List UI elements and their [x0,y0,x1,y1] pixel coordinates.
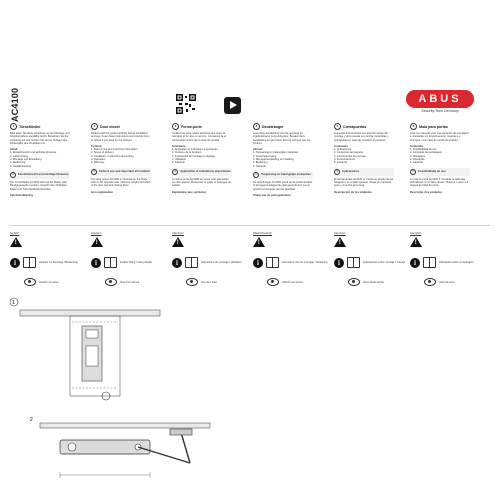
warning-triangle-icon [334,237,346,247]
manual-book-icon [423,257,436,268]
qr-code-icon[interactable] [176,94,196,114]
toc-item[interactable]: 3. Montagem [410,154,426,158]
column-title: Door closer [100,124,120,129]
info-icon: i [410,258,420,268]
play-video-icon[interactable] [224,97,241,114]
toc-item[interactable]: 3. Installation / instruction and setting [91,154,134,158]
language-column [410,123,470,194]
column-header [334,123,394,130]
column-title: Cierrapuertas [343,124,367,129]
toc-item[interactable]: 2. Lieferumfang [10,154,29,158]
view-note: Vista de cima [439,280,455,284]
section-number: 5 [334,123,341,130]
info-icon: i [253,258,263,268]
info-legend [410,257,474,268]
manual-book-icon [347,257,360,268]
warning-block [172,231,230,247]
symbol-subheading: Descripción de los símbolos [334,189,372,194]
warning-block [253,231,311,247]
info-legend [91,257,152,268]
section-number: 1 [10,172,16,178]
column-header [410,123,470,130]
info-note: Indicações sobre a montagem [439,261,474,264]
logo-text: ABUS [406,90,474,108]
toc-item[interactable]: 5. Warranty [91,161,105,165]
warning-label: Gefahr! [10,231,20,235]
divider [10,225,490,226]
language-column [10,123,70,197]
view-legend [348,278,384,286]
section-number: 1 [253,172,259,178]
info-legend [334,257,405,268]
manual-book-icon [104,257,117,268]
toc-item[interactable]: 4. Bedienung [10,161,26,165]
toc-title: Contenido [334,143,348,148]
warning-block [410,231,468,247]
intro-text: Lees deze handleiding vóór de montage en ingebruikname zorgvuldig door. Bewaar deze handleiding en geef deze door bij verkoop van het product. [253,132,311,145]
view-legend [424,278,455,286]
warning-triangle-icon [172,237,184,247]
toc-item[interactable]: 4. Operação [410,158,425,162]
column-header [253,123,313,130]
section-number: 1 [334,169,340,175]
toc-item[interactable]: 4. Bediening [253,161,268,165]
view-note: Uitzicht van boven [282,280,304,284]
warning-triangle-icon [10,237,22,247]
symbol-subheading: Icon explanation [91,189,114,194]
section-title: Field of use and important information [99,169,151,174]
warning-label: Attention! [172,231,184,235]
info-icon: i [10,258,20,268]
section-number: 4 [253,123,260,130]
toc-item[interactable]: 5. Garantía [334,161,347,165]
manual-book-icon [23,257,36,268]
info-icon: i [91,258,101,268]
eye-icon [267,278,279,286]
model-number: AC4100 [10,87,20,122]
intro-text: Bitte lesen Sie diese Anleitung vor der Montage und Inbetriebnahme sorgfältig durch. Bewahren Sie die Anleitung auf und reichen Sie sie bei Verkauf oder Weitergabe des Produktes mit. [10,132,70,145]
info-legend [253,257,327,268]
toc-item[interactable]: 4. Operation [91,158,106,162]
column-title: Türschließer [19,124,41,129]
intro-text: Lea estas instrucciones con atención antes del montaje y de la puesta en marcha. Guárdelas y entréguelas en caso de transferir el producto. [334,132,389,142]
info-note: Instructies voor de montage / bediening [282,261,328,264]
toc-title: Sommaire [172,143,186,148]
language-column [253,123,313,197]
info-icon: i [172,258,182,268]
column-header [10,123,70,130]
toc-title: Content [91,143,102,148]
toc-item[interactable]: 5. Garantie [253,164,266,168]
toc-item[interactable]: 1. Einsatzbereich und wichtige Hinweise [10,151,57,155]
toc-item[interactable]: 1. Toepassing en belangrijke instructies [253,151,299,155]
section-number: 1 [91,169,97,175]
section-text: The door closer AC4100 is mounted on the hinge side or the opposite side. Observe weight and width of the door leaf and closing force. [91,177,151,188]
warning-triangle-icon [91,237,103,247]
section-heading [334,168,394,176]
toc-item[interactable]: 2. Scope of delivery [91,151,114,155]
language-column [172,123,232,194]
column-header [172,123,232,130]
toc-item[interactable]: 5. Garantia [410,161,423,165]
view-legend [186,278,217,286]
language-column [334,123,394,194]
warning-block [334,231,392,247]
abus-logo [406,90,474,116]
section-heading [10,171,70,179]
symbol-subheading: Descrição dos símbolos [410,189,443,194]
info-note: Further fitting / using details [120,261,152,264]
column-title: Ferme-porte [181,124,202,129]
toc-item[interactable]: 2. Contenu de la livraison [172,151,202,155]
eye-icon [348,278,360,286]
view-legend [105,278,139,286]
section-number: 6 [410,123,417,130]
info-note: Indicaciones sobre montaje / manejo [363,261,406,264]
toc-item[interactable]: 3. Instrucciones de montaje [334,154,366,158]
manual-book-icon [266,257,279,268]
toc-item[interactable]: 1. Field of use and important information [91,148,138,152]
view-legend [267,278,303,286]
toc-title: Conteúdo [410,143,424,148]
info-legend [10,257,78,268]
toc-item[interactable]: 2. Contenido del paquete [334,151,363,155]
section-text: Le ferme-porte AC4100 se monte côté paumelles ou côté opposé. Respectez le poids et la largeur du vantail. [172,177,232,188]
manual-book-icon [185,257,198,268]
section-text: Der Türschließer AC4100 wird auf der Band- oder Bandgegenseite montiert. Gewicht des Türblattes, Breite und Türschließkraft beachten. [10,180,68,191]
info-note: Instructions de montage / utilisation [201,261,242,264]
section-title: Einsatzbereich und wichtige Hinweise [18,172,69,177]
eye-icon [424,278,436,286]
warning-label: Caution! [91,231,102,235]
figure-number-1: 1 [12,300,15,306]
section-title: Application et indications importantes [180,169,231,174]
view-note: Vista desde arriba [363,280,384,284]
eye-icon [186,278,198,286]
column-title: Mola para portas [419,124,448,129]
view-note: Vue d'en haut [201,280,217,284]
warning-block [10,231,68,247]
figure-number-2: 2 [30,417,33,423]
figure-door-top-view [10,296,170,406]
column-header [91,123,151,130]
toc-item[interactable]: 2. Conteúdo da embalagem [410,151,443,155]
section-text: De deurdranger AC4100 wordt op de scharnierzijde of de tegenoverliggende zijde gemonteerd. Let op gewicht en breedte van het deurblad. [253,180,313,191]
toc-item[interactable]: 5. Garantie [172,161,185,165]
toc-item[interactable]: 3. Montage und Einstellung [10,158,42,162]
toc-item[interactable]: 3. Montagehandleiding en instelling [253,158,294,162]
toc-item[interactable]: 4. Utilisation [172,158,187,162]
warning-block [91,231,149,247]
symbol-subheading: Explication des symboles [172,189,207,194]
view-note: Ansicht von oben [39,280,59,284]
warning-label: Waarschuwing! [253,231,273,235]
section-heading [410,168,470,176]
intro-text: Please read this guide carefully before installation and use. Keep these instructions and provide them to others if you pass on the product. [91,132,150,142]
view-note: View from above [120,280,140,284]
section-title: Aplicaciones [342,169,360,174]
language-column [91,123,151,194]
info-legend [172,257,242,268]
toc-item[interactable]: 4. Funcionamiento [334,158,356,162]
symbol-subheading: Symbolerklärung [10,192,33,197]
toc-item[interactable]: 5. Gewährleistung [10,164,31,168]
eye-icon [24,278,36,286]
section-title: Possibilidade de uso [418,169,446,174]
info-icon: i [334,258,344,268]
section-heading [91,168,151,176]
section-text: A mola de porta AC4100 é montada no lado das dobradiças ou no lado oposto. Observe o peso e a largura da folha da porta. [410,177,469,188]
section-number: 1 [410,169,416,175]
toc-item[interactable]: 1. Possibilidade de uso [410,148,437,152]
section-text: El cierrapuertas AC4100 se monta en el lado de las bisagras o en el lado opuesto. Tenga en cuenta el peso y el ancho de la hoja. [334,177,394,188]
info-note: Hinweis zur Montage / Bedienung [39,261,78,264]
warning-label: Atenção! [410,231,422,235]
section-heading [253,171,313,179]
column-title: Deurdranger [262,124,284,129]
warning-triangle-icon [410,237,422,247]
intro-text: Leia com atenção este manual antes da montagem e colocação em funcionamento. Guarde-o e entregue-o em caso de venda do produto. [410,132,469,142]
toc-item[interactable]: 1. Application et indications importantes [172,148,218,152]
intro-text: Veuillez lire cette notice attentivement avant le montage et la mise en service. Conservez-la et transmettez-la lors de la vente du produit. [172,132,227,142]
section-number: 1 [10,123,17,130]
view-legend [24,278,59,286]
section-number: 2 [91,123,98,130]
warning-triangle-icon [253,237,265,247]
figure-mounting-arm [30,415,220,490]
toc-title: Inhoud [253,147,263,152]
toc-item[interactable]: 3. Instructions de montage et réglage [172,154,215,158]
section-number: 1 [172,169,178,175]
toc-item[interactable]: 2. Leveringsomvang [253,154,277,158]
warning-label: Atención! [334,231,346,235]
toc-title: Inhalt [10,147,18,152]
symbol-subheading: Uitleg van de pictogrammen [253,192,291,197]
eye-icon [105,278,117,286]
toc-item[interactable]: 1. Aplicaciones [334,148,352,152]
section-heading [172,168,232,176]
section-number: 3 [172,123,179,130]
section-title: Toepassing en belangrijke instructies [261,172,311,177]
logo-tagline: Security Tech Germany [421,109,459,113]
